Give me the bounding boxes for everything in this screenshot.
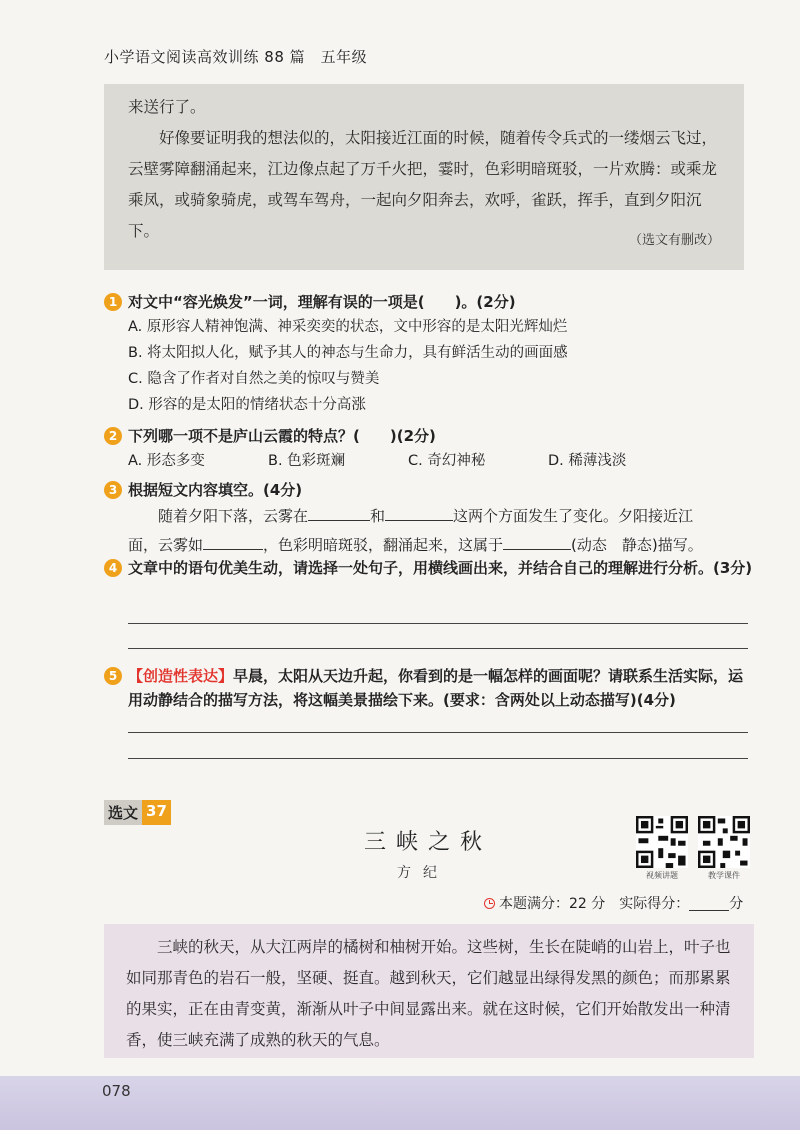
blank-2[interactable] (385, 502, 453, 521)
qr-label: 视频讲题 (646, 871, 678, 880)
book-header: 小学语文阅读高效训练 88 篇 五年级 (104, 48, 368, 66)
passage-paragraph: 三峡的秋天，从大江两岸的橘树和柚树开始。这些树，生长在陡峭的山岩上，叶子也如同那青色的岩石一般，坚硬、挺直。越到秋天，它们越显出绿得发黑的颜色；而那累累的果实，正在由青变黄，渐渐从叶子中间显露出来。就在这时候，它们开始散发出一种清香，使三峡充满了成熟的秋天的气息。 (126, 938, 731, 1049)
question-stem: 根据短文内容填空。(4分) (128, 481, 303, 499)
answer-line[interactable] (128, 623, 748, 624)
source-note: （选文有删改） (628, 233, 720, 248)
blank-3[interactable] (203, 531, 263, 550)
question-stem: 文章中的语句优美生动，请选择一处句子，用横线画出来，并结合自己的理解进行分析。(3分) (128, 559, 753, 577)
passage-excerpt (104, 84, 744, 270)
option-a[interactable]: A. 原形容人精神饱满、神采奕奕的状态，文中形容的是太阳光辉灿烂 (128, 319, 568, 335)
score-line: 本题满分：22 分 实际得分： 分 (484, 893, 743, 913)
article-passage (104, 924, 754, 1058)
blank-1[interactable] (308, 502, 370, 521)
question-5 (104, 664, 754, 712)
answer-line[interactable] (128, 648, 748, 649)
passage-paragraph: 好像要证明我的想法似的，太阳接近江面的时候，随着传令兵式的一缕烟云飞过，云壁雾障翻涌起来，江边像点起了万千火把，霎时，色彩明暗斑驳，一片欢腾：或乘龙乘凤，或骑象骑虎，或驾车驾舟，一起向夕阳奔去，欢呼，雀跃，挥手，直到夕阳沉下。 (128, 129, 718, 240)
answer-line[interactable] (128, 732, 748, 733)
blank-4[interactable] (503, 531, 571, 550)
qr-code-icon[interactable] (636, 816, 688, 868)
option-d[interactable]: D. 稀薄浅淡 (548, 453, 627, 469)
creative-expression-tag: 【创造性表达】 (128, 667, 234, 685)
question-number-badge: 2 (104, 427, 122, 445)
option-b[interactable]: B. 色彩斑斓 (268, 453, 346, 469)
answer-line[interactable] (128, 758, 748, 759)
question-1 (104, 290, 754, 418)
option-c[interactable]: C. 隐含了作者对自然之美的惊叹与赞美 (128, 371, 380, 387)
clock-icon (484, 898, 495, 909)
question-stem: 早晨，太阳从天边升起，你看到的是一幅怎样的画面呢？请联系生活实际，运用动静结合的描写方法，将这幅美景描绘下来。(要求：含两处以上动态描写)(4分) (128, 667, 744, 709)
section-number: 37 (142, 800, 171, 825)
question-3 (104, 478, 754, 560)
qr-code-icon[interactable] (698, 816, 750, 868)
question-number-badge: 3 (104, 481, 122, 499)
question-number-badge: 5 (104, 667, 122, 685)
option-d[interactable]: D. 形容的是太阳的情绪状态十分高涨 (128, 397, 366, 413)
question-stem: 对文中“容光焕发”一词，理解有误的一项是( )。(2分) (128, 293, 516, 311)
question-number-badge: 4 (104, 559, 122, 577)
page-number: 078 (102, 1082, 131, 1100)
question-stem: 下列哪一项不是庐山云霞的特点？( )(2分) (128, 427, 436, 445)
option-c[interactable]: C. 奇幻神秘 (408, 453, 486, 469)
score-blank[interactable] (689, 896, 729, 911)
article-author: 方纪 (397, 865, 449, 881)
section-label: 选文 (104, 800, 142, 825)
fill-line-1: 随着夕阳下落，云雾在 和 这两个方面发生了变化。夕阳接近江 (128, 502, 754, 531)
article-title: 三峡之秋 (364, 830, 493, 855)
option-b[interactable]: B. 将太阳拟人化，赋予其人的神态与生命力，具有鲜活生动的画面感 (128, 345, 568, 361)
option-a[interactable]: A. 形态多变 (128, 453, 205, 469)
passage-line: 来送行了。 (128, 98, 206, 116)
qr-label: 教学课件 (708, 871, 740, 880)
question-2 (104, 424, 754, 474)
section-tag (104, 800, 171, 825)
question-number-badge: 1 (104, 293, 122, 311)
fill-line-2: 面，云雾如 ，色彩明暗斑驳，翻涌起来，这属于 (动态 静态)描写。 (128, 531, 754, 560)
question-4 (104, 556, 754, 580)
